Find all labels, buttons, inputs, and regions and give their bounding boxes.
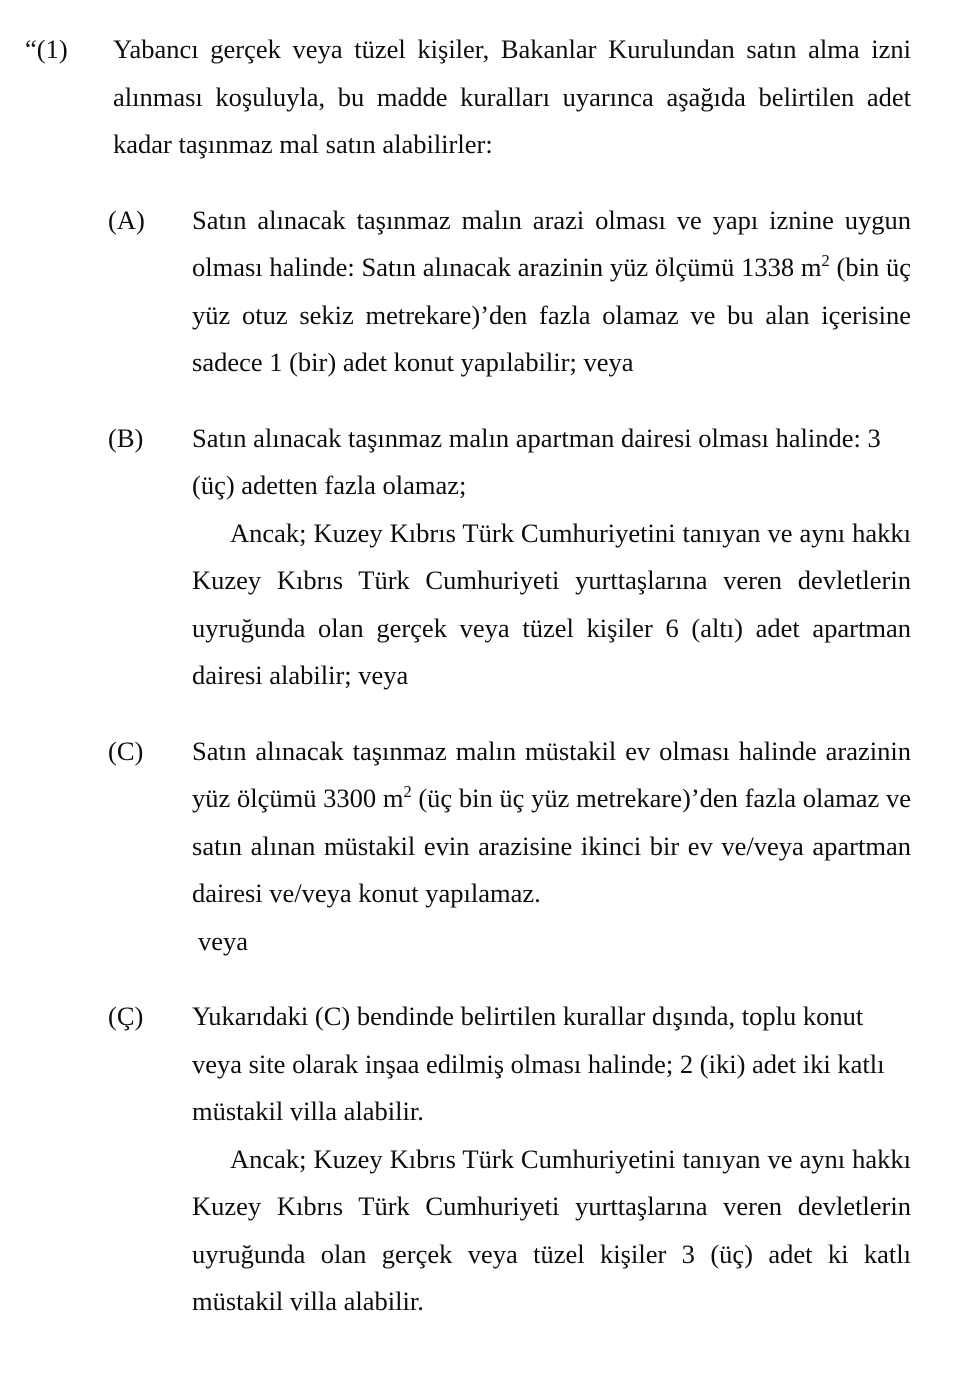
clause-c-paragraph-1: Satın alınacak taşınmaz malın müstakil ev olması halinde arazinin yüz ölçümü 3300 $m^2$ (üç bin üç yüz metrekare)’den fazla olamaz ve satın alınan müstakil evin arazisine ikinci bir ev ve/veya apartman dairesi ve/veya konut yapılamaz. (192, 735, 911, 908)
clause-c-cedilla-paragraph-2: Ancak; Kuzey Kıbrıs Türk Cumhuriyetini tanıyan ve aynı hakkı Kuzey Kıbrıs Türk Cumhuriyeti yurttaşlarına veren devletlerin uyruğunda olan gerçek veya tüzel kişiler 3 (üç) adet ki katlı müstakil villa alabilir. (192, 1143, 911, 1316)
clause-b-paragraph-1: Satın alınacak taşınmaz malın apartman dairesi olması halinde: 3 (üç) adetten fazla olamaz; (192, 422, 881, 500)
clause-1-marker: “(1) (25, 34, 68, 64)
clause-c-cedilla-paragraph-1: Yukarıdaki (C) bendinde belirtilen kurallar dışında, toplu konut veya site olarak inşaa edilmiş olması halinde; 2 (iki) adet iki katlı müstakil villa alabilir. (192, 1001, 885, 1126)
clause-c-cedilla (22, 993, 913, 1326)
clause-c-body (192, 728, 913, 966)
clause-c-marker: (C) (108, 735, 144, 766)
clause-b (22, 415, 913, 700)
clause-1 (22, 26, 913, 169)
clause-c-cedilla-marker: (Ç) (108, 1001, 144, 1031)
clause-a (22, 197, 913, 387)
clause-b-paragraph-2: Ancak; Kuzey Kıbrıs Türk Cumhuriyetini tanıyan ve aynı hakkı Kuzey Kıbrıs Türk Cumhuriyeti yurttaşlarına veren devletlerin uyruğunda olan gerçek veya tüzel kişiler 6 (altı) adet apartman dairesi alabilir; veya (192, 517, 911, 690)
clause-1-paragraph-1: Yabancı gerçek veya tüzel kişiler, Bakanlar Kurulundan satın alma izni alınması koşuluyla, bu madde kuralları uyarınca aşağıda belirtilen adet kadar taşınmaz mal satın alabilirler: (113, 34, 911, 159)
clause-1-body (113, 26, 913, 169)
clause-c-paragraph-2: veya (198, 925, 249, 956)
clause-b-body (192, 415, 913, 700)
clause-a-paragraph-1: Satın alınacak taşınmaz malın arazi olması ve yapı iznine uygun olması halinde: Satın alınacak arazinin yüz ölçümü 1338 $m^2$ (bin üç yüz otuz sekiz metrekare)’den fazla olamaz ve bu alan içerisine sadece 1 (bir) adet konut yapılabilir; veya (192, 204, 911, 377)
clause-b-marker: (B) (108, 422, 144, 453)
clause-a-body (192, 197, 913, 387)
clause-a-marker: (A) (108, 204, 145, 235)
clause-c-cedilla-body (192, 993, 913, 1326)
clause-c (22, 728, 913, 966)
